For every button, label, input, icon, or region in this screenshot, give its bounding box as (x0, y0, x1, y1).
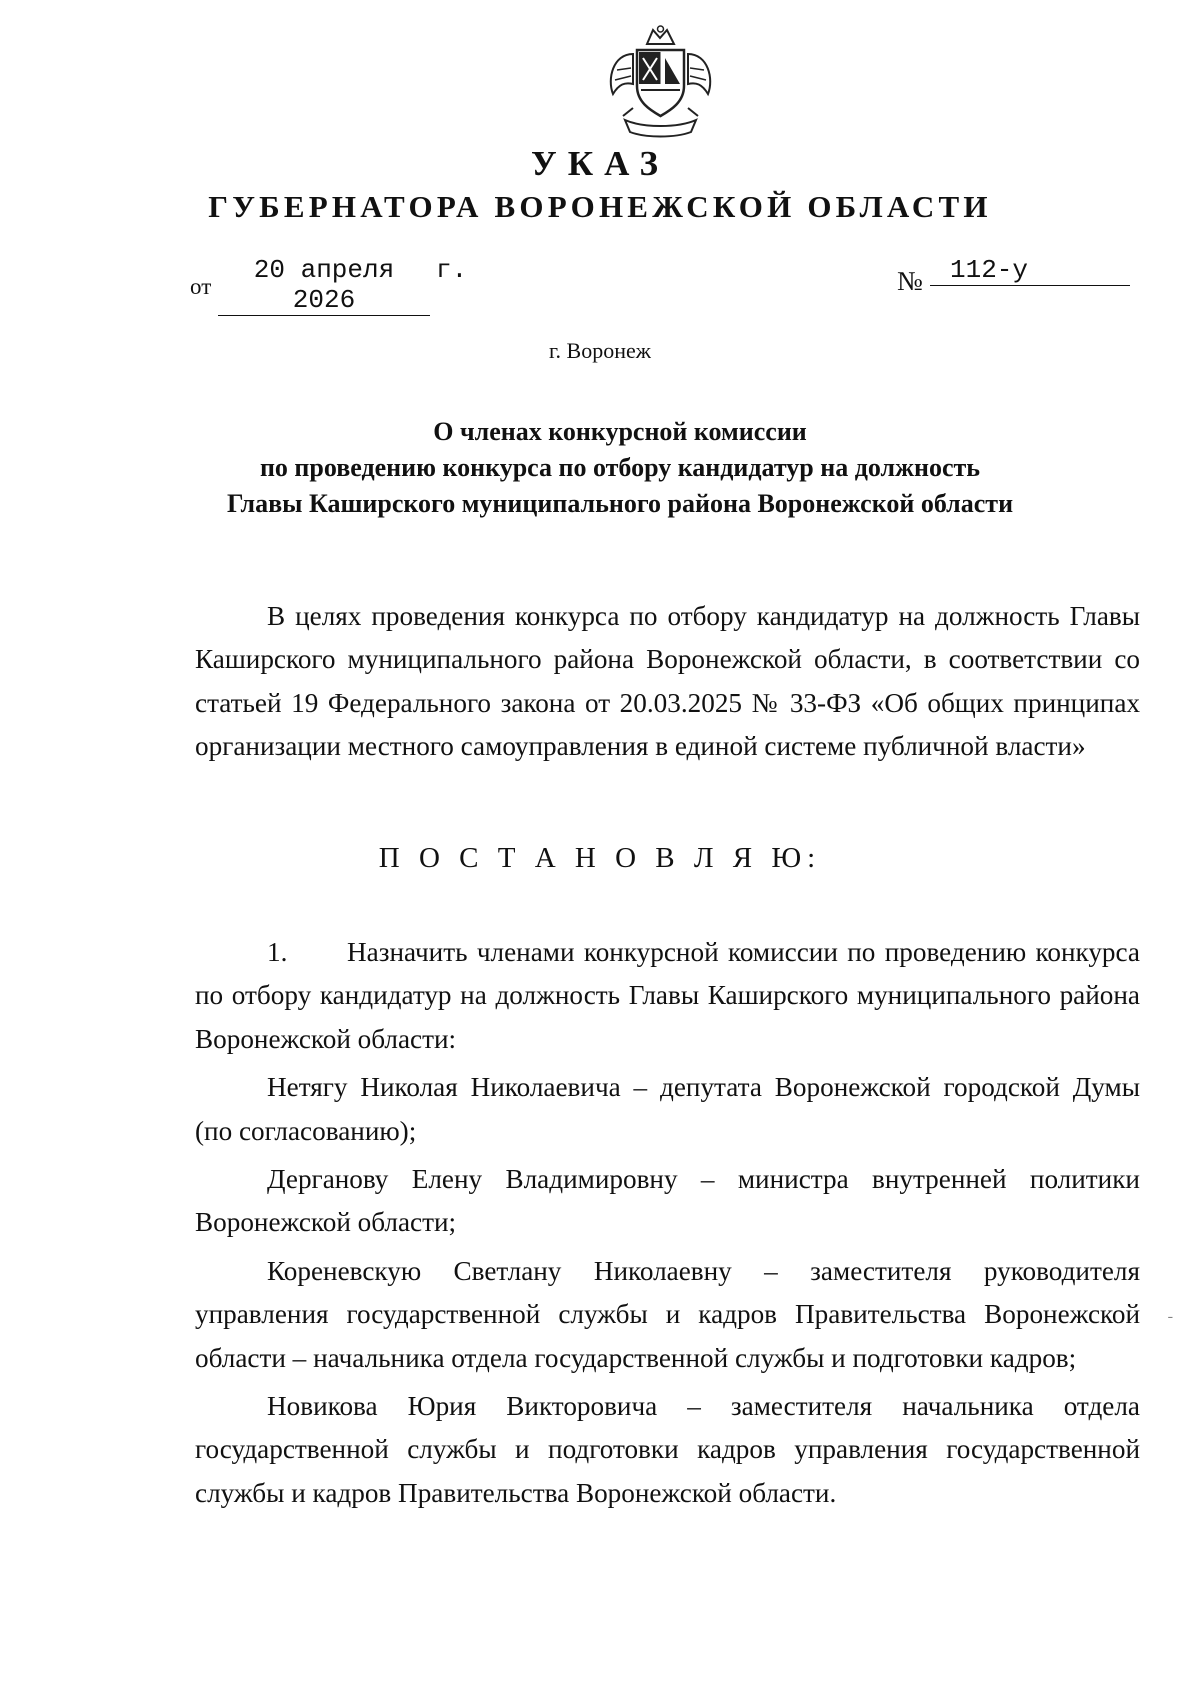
preamble-paragraph: В целях проведения конкурса по отбору кандидатур на должность Главы Каширского муниципального района Воронежской области, в соответствии со статьей 19 Федерального закона от 20.03.2025 № 33-ФЗ «Об общих принципах организации местного самоуправления в единой системе публичной власти» (195, 601, 1140, 762)
item-section (195, 931, 1140, 1515)
item-text: Назначить членами конкурсной комиссии по проведению конкурса по отбору кандидатур на должность Главы Каширского муниципального района Воронежской области: (195, 937, 1140, 1054)
scan-mark: ˍ (1168, 1305, 1173, 1320)
decree-number: 112-у (930, 255, 1130, 286)
heading-line: О членах конкурсной комиссии (433, 417, 807, 446)
date-suffix: г. (436, 255, 468, 285)
decree-date: 20 апреля 2026 (218, 255, 430, 316)
member-item: Новикова Юрия Викторовича – заместителя начальника отдела государственной службы и подготовки кадров управления государственной службы и кадров Правительства Воронежской области. (195, 1391, 1140, 1508)
number-sign: № (897, 266, 923, 296)
document-type-title: УКАЗ (531, 144, 669, 183)
member-item: Кореневскую Светлану Николаевну – заместителя руководителя управления государственной службы и кадров Правительства Воронежской области – начальника отдела государственной службы и подготовки кадров; (195, 1255, 1140, 1373)
coat-of-arms-icon (603, 24, 718, 142)
item-number: 1. (267, 937, 288, 967)
date-prefix: от (190, 274, 212, 299)
heading-line: по проведению конкурса по отбору кандидатур на должность (259, 453, 981, 482)
item-1-paragraph (195, 931, 1140, 1061)
decree-heading (190, 414, 1050, 522)
city-line: г. Воронеж (549, 338, 651, 363)
member-item: Нетягу Николая Николаевича – депутата Воронежской городской Думы (по согласованию); (195, 1072, 1140, 1146)
issuer-title: ГУБЕРНАТОРА ВОРОНЕЖСКОЙ ОБЛАСТИ (208, 189, 992, 224)
decree-word: П О С Т А Н О В Л Я Ю: (378, 842, 822, 874)
heading-line: Главы Каширского муниципального района Воронежской области (226, 489, 1014, 518)
member-item: Дерганову Елену Владимировну – министра внутренней политики Воронежской области; (195, 1164, 1140, 1238)
